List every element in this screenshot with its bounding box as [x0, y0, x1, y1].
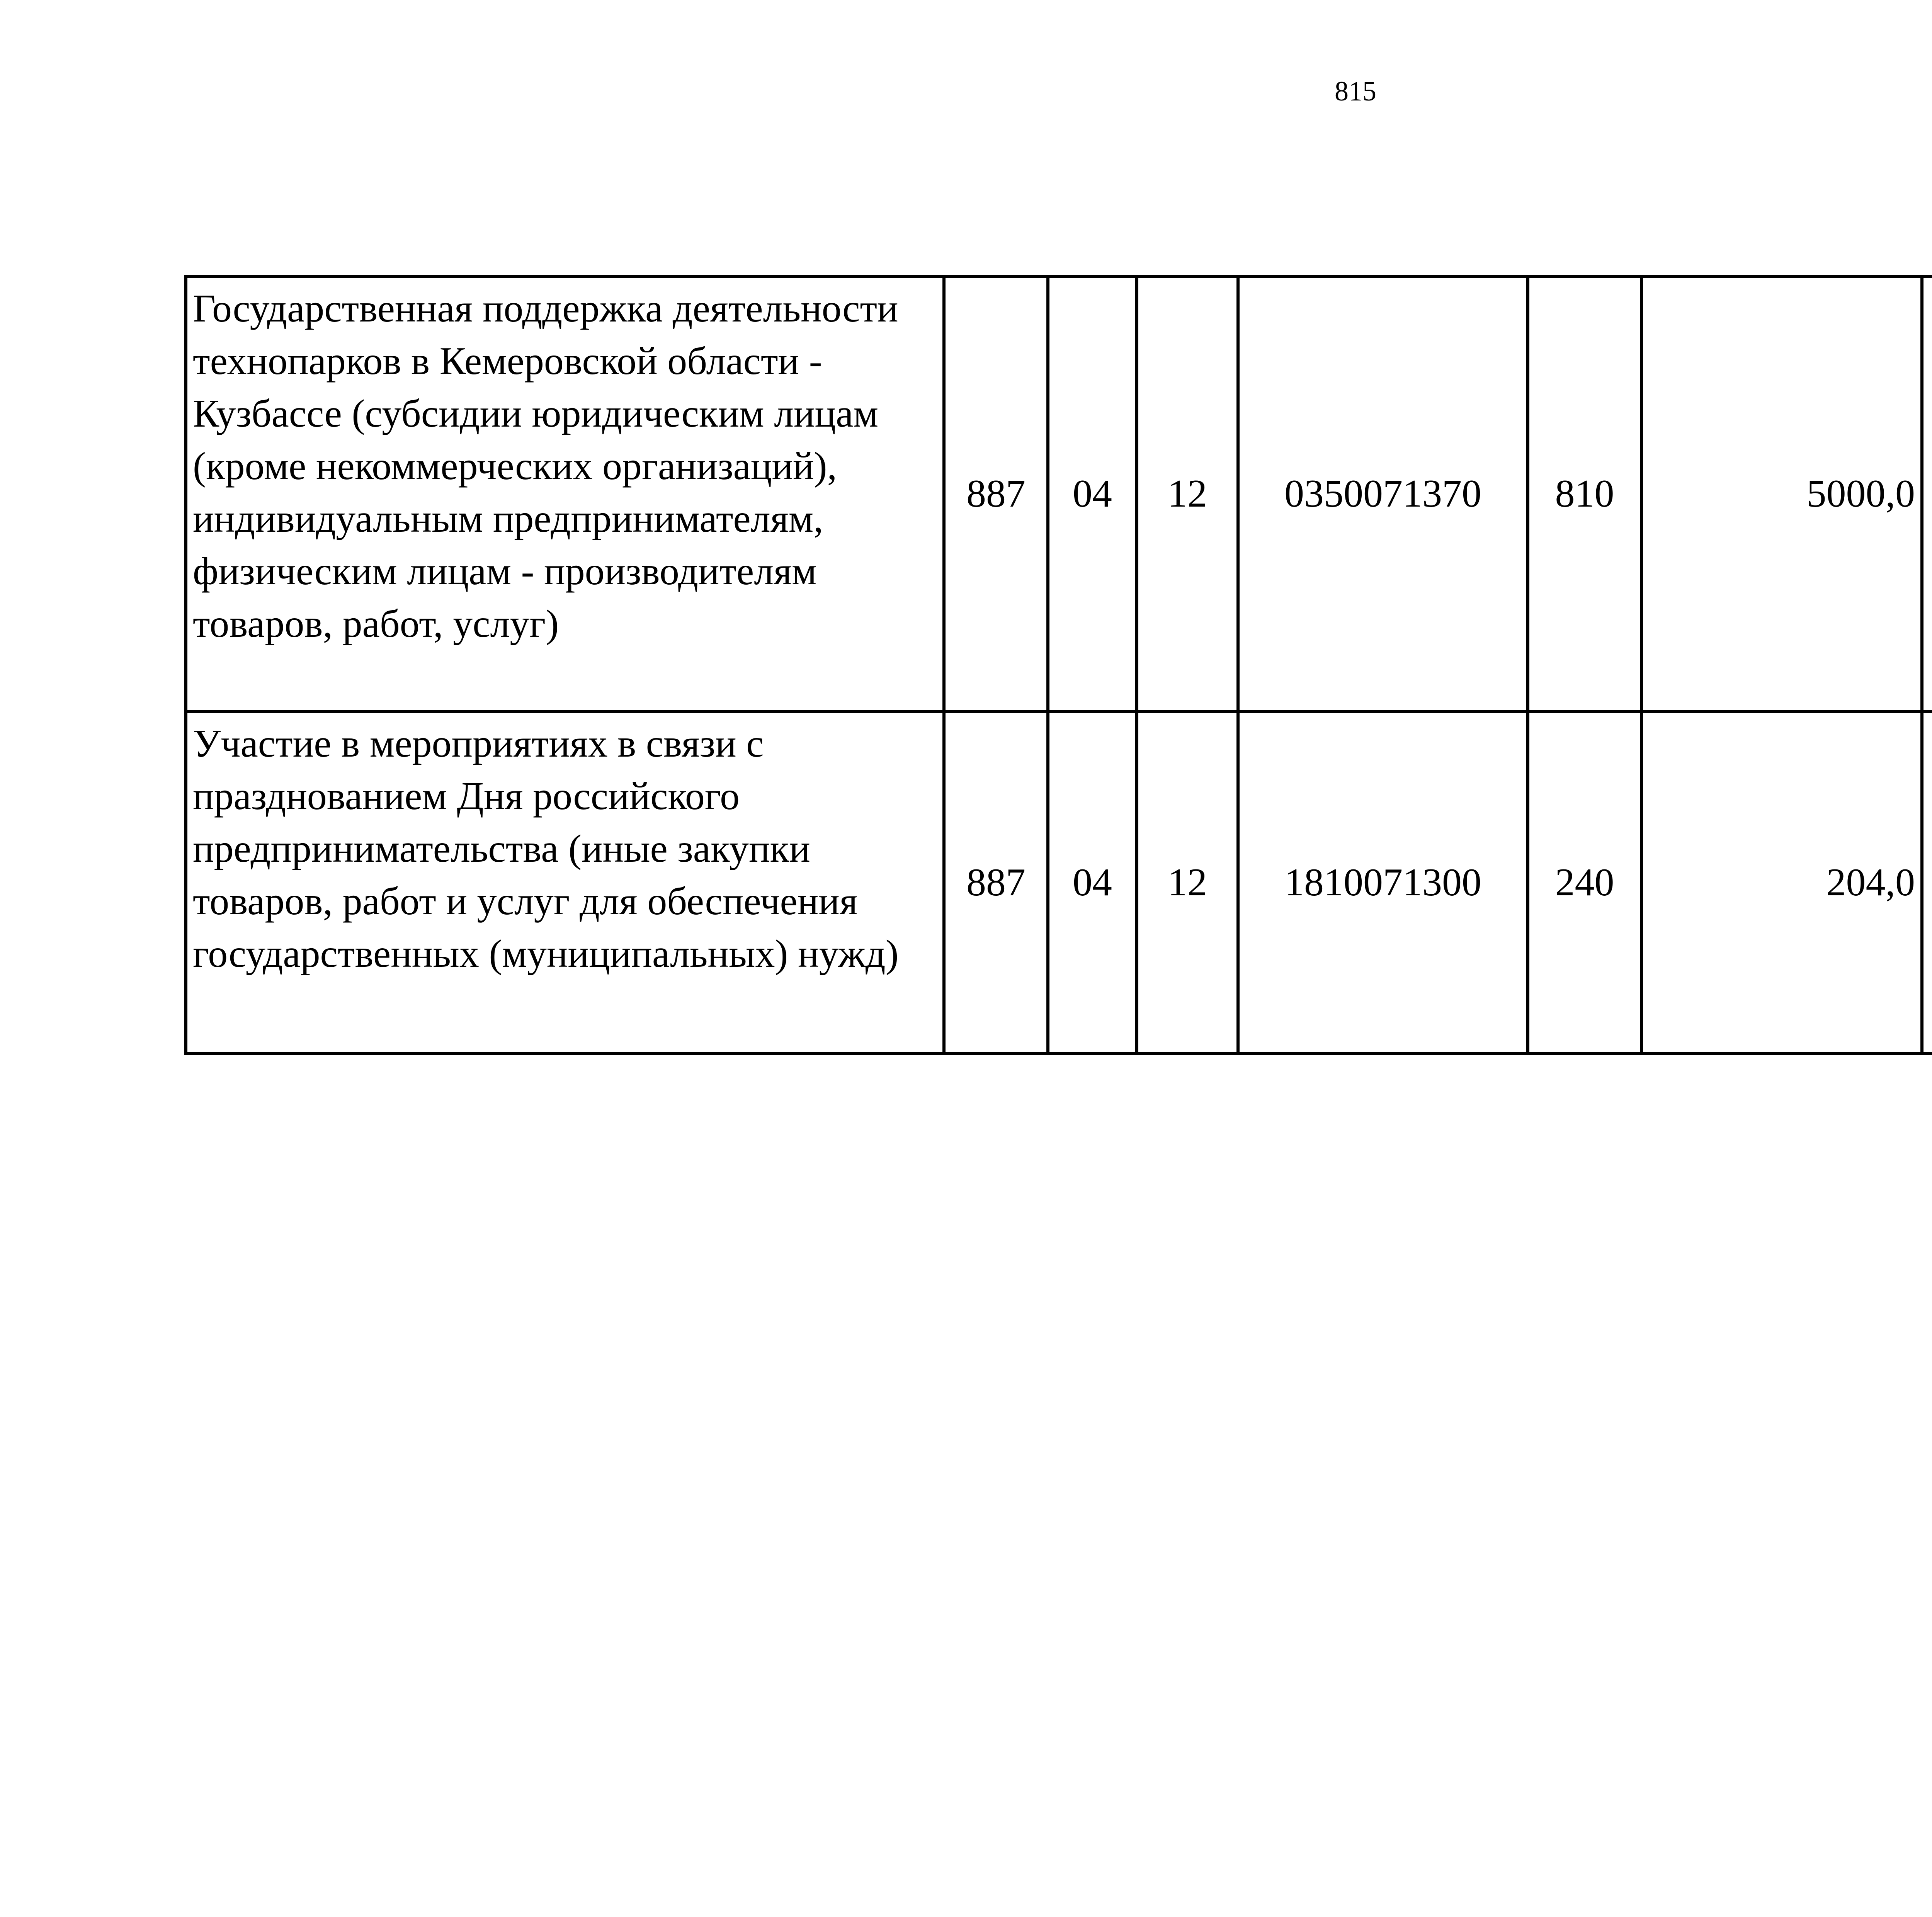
amount-year-2 — [1922, 711, 1932, 1054]
subsection-code: 12 — [1137, 711, 1238, 1054]
table-row — [186, 276, 1932, 711]
page-number: 815 — [1335, 76, 1376, 107]
table-row — [186, 711, 1932, 1054]
expense-description: Государственная поддержка деятельности технопарков в Кемеровской области - Кузбассе (субсидии юридическим лицам (кроме некоммерческих организаций), индивидуальным предпринимателям, физическим лицам - производителям товаров, работ, услуг) — [186, 276, 944, 711]
subsection-code: 12 — [1137, 276, 1238, 711]
ministry-code: 887 — [944, 276, 1048, 711]
ministry-code: 887 — [944, 711, 1048, 1054]
expense-description: Участие в мероприятиях в связи с празднованием Дня российского предпринимательства (иные закупки товаров, работ и услуг для обеспечения государственных (муниципальных) нужд) — [186, 711, 944, 1054]
amount-year-1: 204,0 — [1641, 711, 1922, 1054]
amount-year-2 — [1922, 276, 1932, 711]
expense-type-code: 810 — [1528, 276, 1641, 711]
target-article-code: 1810071300 — [1238, 711, 1528, 1054]
section-code: 04 — [1048, 276, 1137, 711]
section-code: 04 — [1048, 711, 1137, 1054]
amount-year-1: 5000,0 — [1641, 276, 1922, 711]
expense-type-code: 240 — [1528, 711, 1641, 1054]
budget-table — [184, 275, 1932, 1055]
target-article-code: 0350071370 — [1238, 276, 1528, 711]
